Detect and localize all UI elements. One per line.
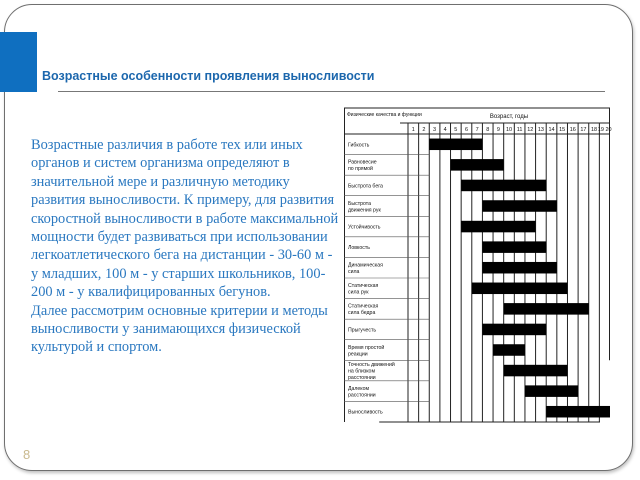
column-tick-label: 19 20 (597, 127, 612, 133)
age-range-bar (482, 200, 556, 212)
accent-block (0, 32, 37, 92)
column-tick-label: 3 (433, 127, 437, 133)
column-tick-label: 9 (496, 127, 500, 133)
age-range-bar (482, 262, 556, 274)
column-tick-label: 2 (422, 127, 426, 133)
body-text (31, 136, 341, 357)
column-tick-label: 8 (486, 127, 490, 133)
column-tick-label: 10 (505, 127, 513, 133)
row-label: Равновесие (348, 159, 377, 166)
row-label: сила рук (348, 289, 369, 296)
age-range-bar (525, 385, 578, 397)
row-label: Выносливость (348, 409, 383, 416)
age-range-bar (504, 303, 589, 315)
row-label: сила (348, 268, 360, 275)
column-header-label: Возраст, годы (489, 114, 529, 120)
column-tick-label: 7 (475, 127, 479, 133)
age-range-bar (472, 283, 568, 295)
column-tick-label: 15 (559, 127, 566, 133)
age-range-bar (461, 221, 535, 233)
column-tick-label: 1 (411, 127, 415, 133)
row-label: на близком (348, 368, 376, 375)
age-range-bar (429, 139, 482, 151)
row-label: Точность движений (348, 362, 395, 369)
row-label: Статическая (348, 303, 379, 310)
age-range-bar (482, 324, 546, 336)
page-number: 8 (23, 447, 31, 462)
row-label: расстоянии (348, 375, 376, 382)
column-tick-label: 5 (454, 127, 458, 133)
row-label: Далеком (348, 385, 370, 392)
column-tick-label: 17 (580, 127, 587, 133)
row-label: по прямой (348, 166, 373, 173)
title-divider (58, 91, 605, 92)
column-tick-label: 6 (464, 127, 469, 133)
age-range-bar (546, 406, 610, 418)
row-label: Статическая (348, 283, 379, 290)
row-label: Быстрота бега (348, 183, 383, 190)
age-range-bar (461, 180, 546, 192)
column-tick-label: 16 (569, 127, 576, 133)
row-label: расстоянии (348, 392, 376, 399)
slide-title: Возрастные особенности проявления выносливости (42, 69, 375, 83)
column-tick-label: 4 (443, 127, 447, 133)
column-tick-label: 13 (537, 127, 544, 133)
row-label: движения рук (348, 207, 381, 214)
age-range-bar (504, 365, 568, 377)
age-development-chart (344, 108, 610, 426)
row-label: Устойчивость (348, 224, 381, 231)
chart-svg (344, 108, 610, 426)
row-header-label: Физические качества и функции (347, 112, 422, 118)
row-label: Гибкость (348, 142, 370, 149)
column-tick-label: 14 (548, 127, 555, 133)
row-label: Ловкость (348, 245, 370, 252)
paragraph-2: Далее рассмотрим основные критерии и методы выносливости у занимающихся физической культурой и спортом. (31, 302, 328, 356)
column-tick-label: 11 (516, 127, 523, 133)
age-range-bar (482, 241, 546, 253)
row-label: Быстрота (348, 200, 371, 207)
row-label: Динамическая (348, 262, 383, 269)
column-tick-label: 12 (527, 127, 534, 133)
age-range-bar (451, 159, 504, 171)
row-label: Прыгучесть (348, 327, 377, 334)
row-label: сила бедра (348, 310, 376, 317)
row-label: Время простой (348, 344, 385, 351)
paragraph-1: Возрастные различия в работе тех или иных органов и систем организма определяют в значительной мере и различную методику развития выносливости. К примеру, для развития скоростной выносливости в работе максимальной мощности будет развиваться при использовании легкоатлетического бега на дистанции - 30-60 м - у младших, 100 м - у старших школьников, 100-200 м - у квалифицированных бегунов. (31, 137, 339, 301)
column-tick-label: 18 (590, 127, 598, 133)
age-range-bar (493, 344, 525, 356)
row-label: реакции (348, 351, 368, 358)
